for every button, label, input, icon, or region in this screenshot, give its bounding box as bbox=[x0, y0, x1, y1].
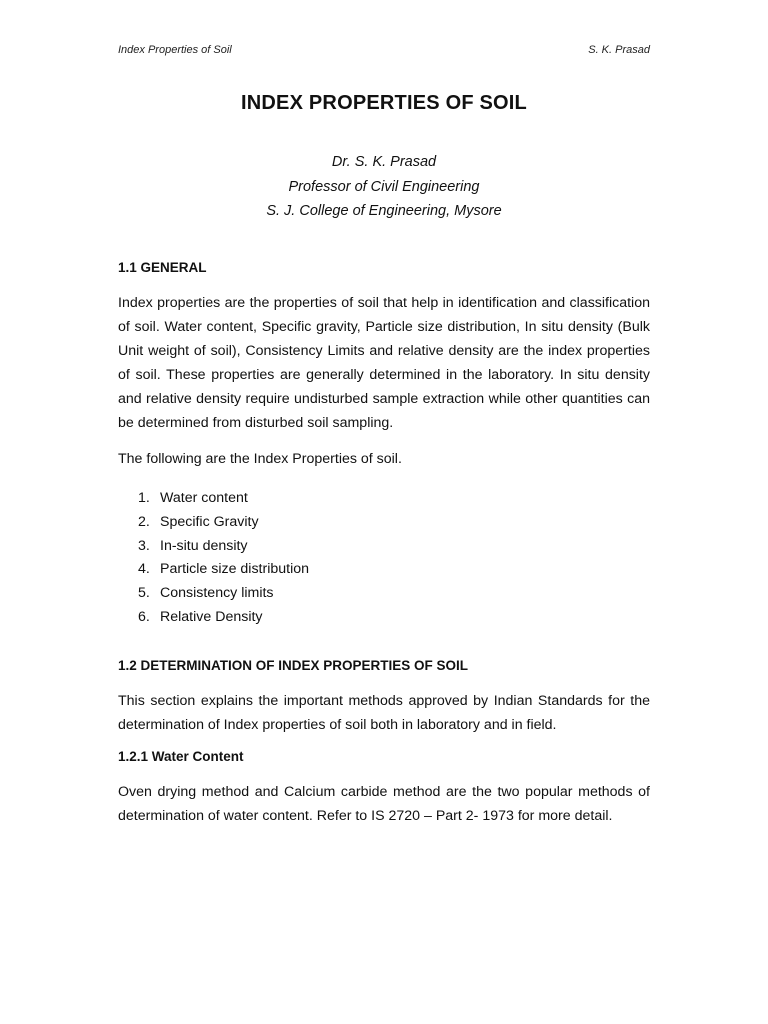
subsection-heading-water-content: 1.2.1 Water Content bbox=[118, 748, 244, 764]
header-right-text: S. K. Prasad bbox=[588, 44, 650, 56]
list-item-number: 6. bbox=[138, 608, 150, 625]
document-body bbox=[118, 260, 650, 840]
list-item bbox=[138, 606, 650, 630]
running-header bbox=[118, 44, 650, 60]
list-item-text: Consistency limits bbox=[160, 585, 274, 602]
list-item-text: Relative Density bbox=[160, 608, 263, 625]
list-item bbox=[138, 535, 650, 559]
list-item bbox=[138, 582, 650, 606]
list-item-number: 5. bbox=[138, 585, 150, 602]
list-item bbox=[138, 511, 650, 535]
section-heading-determination: 1.2 DETERMINATION OF INDEX PROPERTIES OF SOIL bbox=[118, 657, 469, 673]
water-content-paragraph: Oven drying method and Calcium carbide method are the two popular methods of determination of water content. Refer to IS 2720 – Part 2- 1973 for more detail. bbox=[118, 783, 650, 824]
author-position: Professor of Civil Engineering bbox=[288, 178, 480, 195]
list-item bbox=[138, 487, 650, 511]
header-left-text: Index Properties of Soil bbox=[118, 44, 232, 56]
list-item-text: Specific Gravity bbox=[160, 513, 259, 530]
section-heading-general: 1.1 GENERAL bbox=[118, 260, 207, 275]
general-paragraph: Index properties are the properties of soil that help in identification and classification of soil. Water content, Specific gravity, Particle size distribution, In situ density (Bulk Unit weight of soil), Consistency Limits and relative density are the index properties of soil. These properties are generally determined in the laboratory. In situ density and relative density require undisturbed sample extraction while other quantities can be determined from disturbed soil sampling. bbox=[118, 295, 650, 431]
author-name: Dr. S. K. Prasad bbox=[331, 154, 437, 170]
list-item-number: 3. bbox=[138, 537, 150, 554]
author-block bbox=[0, 150, 768, 224]
index-properties-list bbox=[138, 487, 650, 630]
list-item bbox=[138, 558, 650, 582]
list-item-text: Particle size distribution bbox=[160, 561, 310, 578]
list-item-text: Water content bbox=[160, 490, 248, 506]
list-item-number: 2. bbox=[138, 513, 150, 530]
list-item-number: 1. bbox=[138, 490, 150, 506]
list-item-text: In-situ density bbox=[160, 537, 248, 554]
determination-paragraph: This section explains the important methods approved by Indian Standards for the determination of Index properties of soil both in laboratory and in field. bbox=[118, 692, 650, 733]
document-title: INDEX PROPERTIES OF SOIL bbox=[241, 92, 527, 114]
list-intro: The following are the Index Properties of soil. bbox=[118, 451, 402, 467]
author-affiliation: S. J. College of Engineering, Mysore bbox=[266, 203, 502, 219]
list-item-number: 4. bbox=[138, 561, 150, 578]
